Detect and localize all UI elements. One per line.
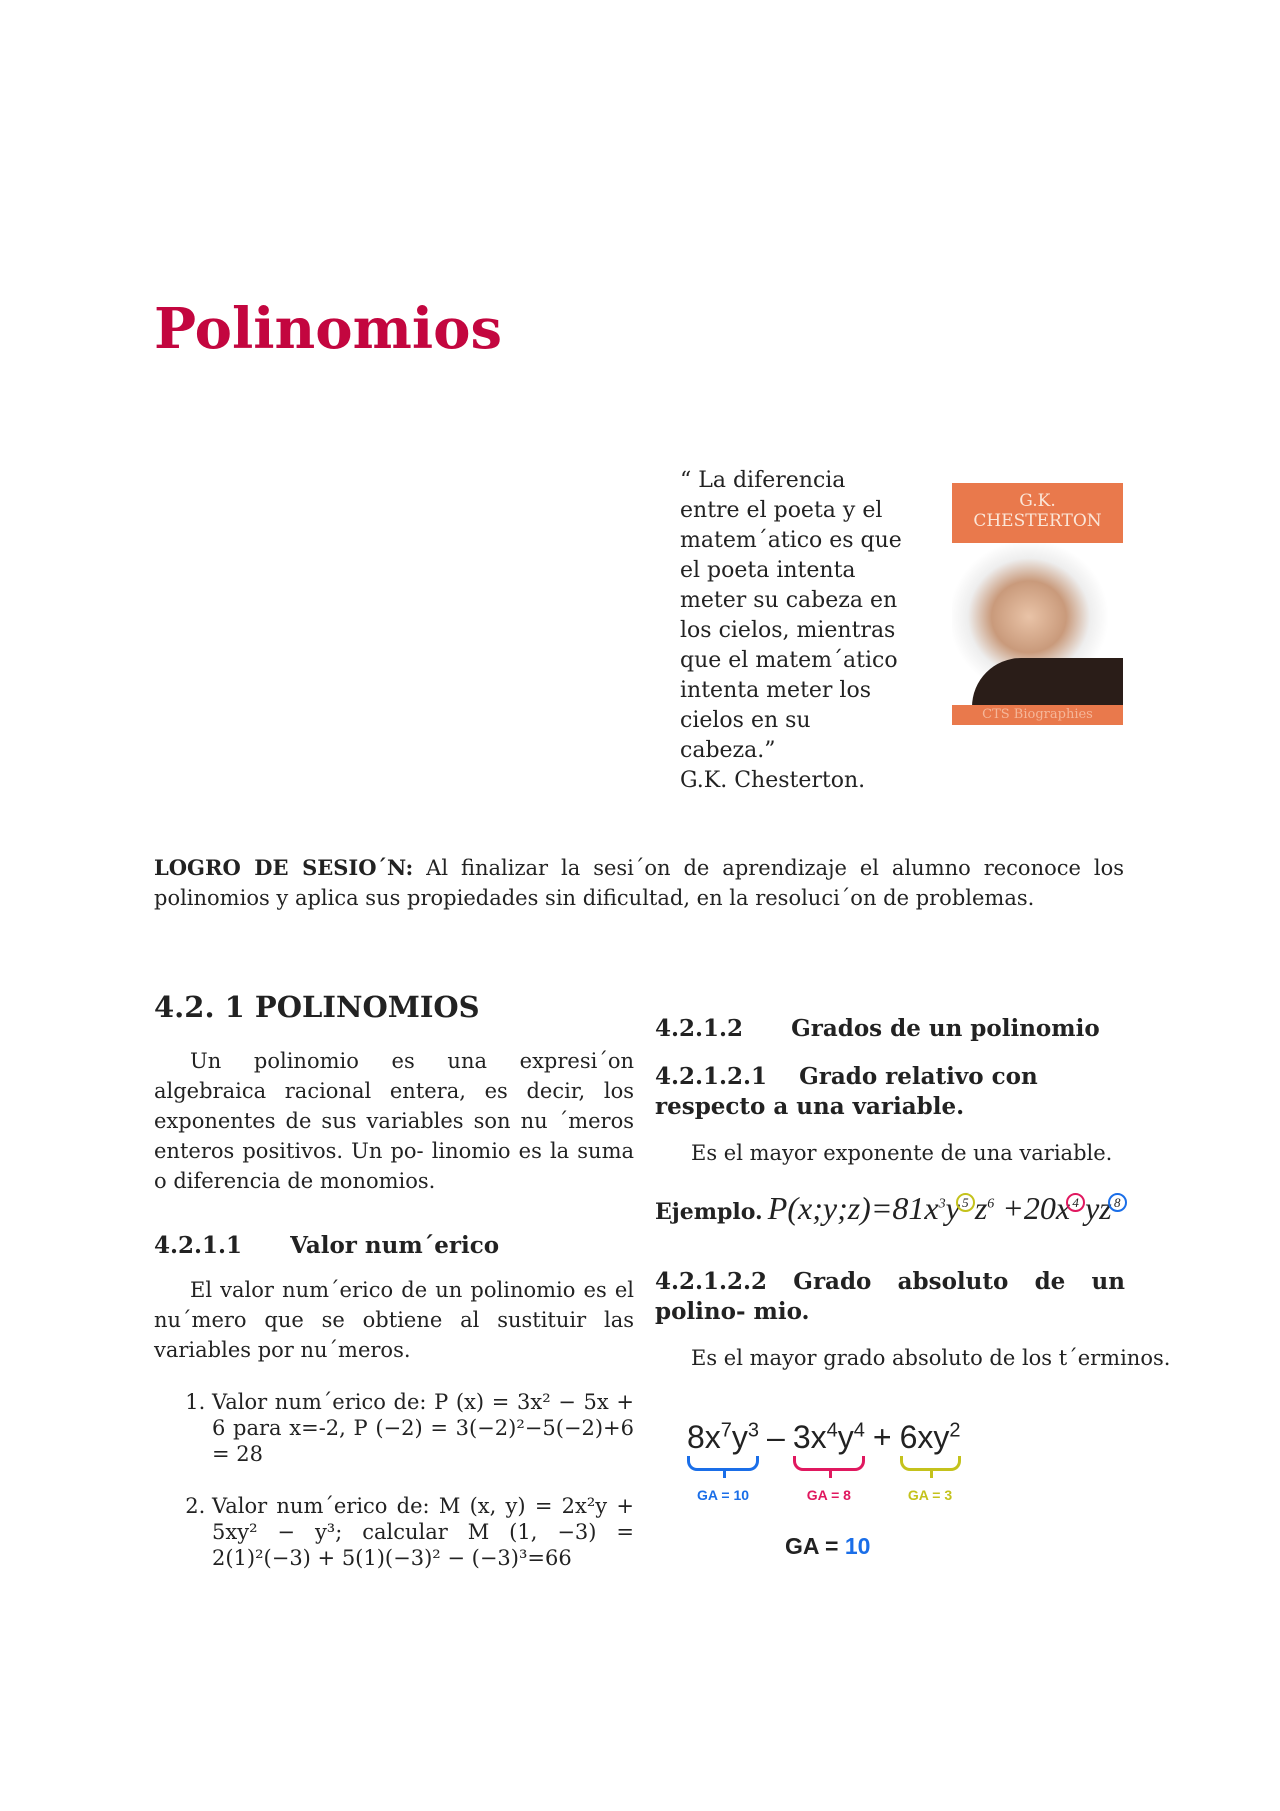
circled-exponent: 8: [1108, 1193, 1127, 1212]
term-degree: GA = 10: [697, 1487, 750, 1503]
term-degree: GA = 8: [806, 1487, 851, 1503]
cover-footer: CTS Biographies: [952, 705, 1123, 725]
subsubsection-heading: 4.2.1.2.1 Grado relativo con respecto a una variable.: [655, 1063, 1046, 1120]
subsection-heading: 4.2.1.2 Grados de un polinomio: [655, 1015, 1100, 1042]
relative-degree-text: Es el mayor exponente de una variable.: [691, 1141, 1113, 1165]
portrait-coat: [972, 658, 1123, 707]
brace-icon: [900, 1456, 961, 1471]
example-item: 1. Valor num´erico de: P (x) = 3x² − 5x + 6 para x=-2, P (−2) = 3(−2)²−5(−2)+6 = 28: [212, 1389, 634, 1467]
operator: –: [767, 1419, 785, 1455]
page-title: Polinomios: [154, 296, 502, 362]
session-goal-label: LOGRO DE SESIO´N:: [154, 855, 414, 880]
absolute-degree-diagram: [687, 1419, 1225, 1503]
term-2: $3x^4y^4$ GA = 8: [792, 1419, 865, 1503]
quote-line: que el matem´atico: [680, 648, 898, 673]
numeric-value-paragraph: El valor num´erico de un polinomio es el nu´mero que se obtiene al sustituir las variables por nu´meros.: [154, 1278, 634, 1362]
right-column: [655, 1015, 1225, 1560]
quote-line: matem´atico es que: [680, 528, 902, 553]
term-degree: GA = 3: [907, 1487, 953, 1503]
epigraph-quote: [680, 466, 930, 796]
term-3: $6xy^2$ GA = 3: [899, 1419, 961, 1503]
subsection-heading: 4.2.1.1 Valor num´erico: [154, 1232, 500, 1259]
total-degree: GA = 10: [785, 1533, 871, 1559]
term-1: $8x^7y^3$ GA = 10: [687, 1419, 760, 1503]
quote-line: “ La diferencia: [680, 468, 846, 493]
examples-list: [154, 1389, 634, 1571]
quote-line: entre el poeta y el: [680, 498, 883, 523]
example-label: Ejemplo.: [655, 1199, 763, 1225]
circled-exponent: 4: [1066, 1193, 1085, 1212]
operator: +: [872, 1419, 892, 1455]
quote-line: el poeta intenta: [680, 558, 856, 583]
subsubsection-heading: 4.2.1.2.2 Grado absoluto de un polino- mio.: [655, 1268, 1134, 1325]
quote-author: G.K. Chesterton.: [680, 768, 866, 793]
circled-exponent: 5: [956, 1193, 975, 1212]
absolute-degree-text: Es el mayor grado absoluto de los t´erminos.: [691, 1346, 1171, 1370]
brace-icon: [793, 1456, 865, 1471]
section-heading: 4.2. 1 POLINOMIOS: [154, 990, 480, 1024]
session-goal-text: Al finalizar la sesi´on de aprendizaje el alumno reconoce los polinomios y aplica sus propiedades sin dificultad, en la resoluci´on de problemas.: [154, 856, 1125, 910]
quote-line: intenta meter los: [680, 678, 872, 703]
intro-paragraph: Un polinomio es una expresi´on algebraica racional entera, es decir, los exponentes de sus variables son nu ´meros enteros positivos. Un po- linomio es la suma o diferencia de monomios.: [154, 1049, 634, 1193]
example-item: 2. Valor num´erico de: M (x, y) = 2x²y + 5xy² − y³; calcular M (1, −3) = 2(1)²(−3) + 5(1)(−3)² − (−3)³=66: [212, 1493, 634, 1571]
example-formula: $P(x;y;z)=81x^3y$ 5 $z^6 +20x$ 4 yz 8: [768, 1190, 1127, 1226]
quote-line: cabeza.”: [680, 738, 776, 763]
chesterton-book-cover-image: [952, 483, 1123, 725]
example-row: [655, 1190, 1225, 1227]
quote-line: los cielos, mientras: [680, 618, 896, 643]
brace-icon: [687, 1456, 759, 1471]
cover-title: G.K. CHESTERTON: [952, 483, 1123, 543]
quote-line: cielos en su: [680, 708, 811, 733]
session-goal: [154, 853, 1124, 913]
left-column: [154, 990, 634, 1597]
quote-line: meter su cabeza en: [680, 588, 898, 613]
